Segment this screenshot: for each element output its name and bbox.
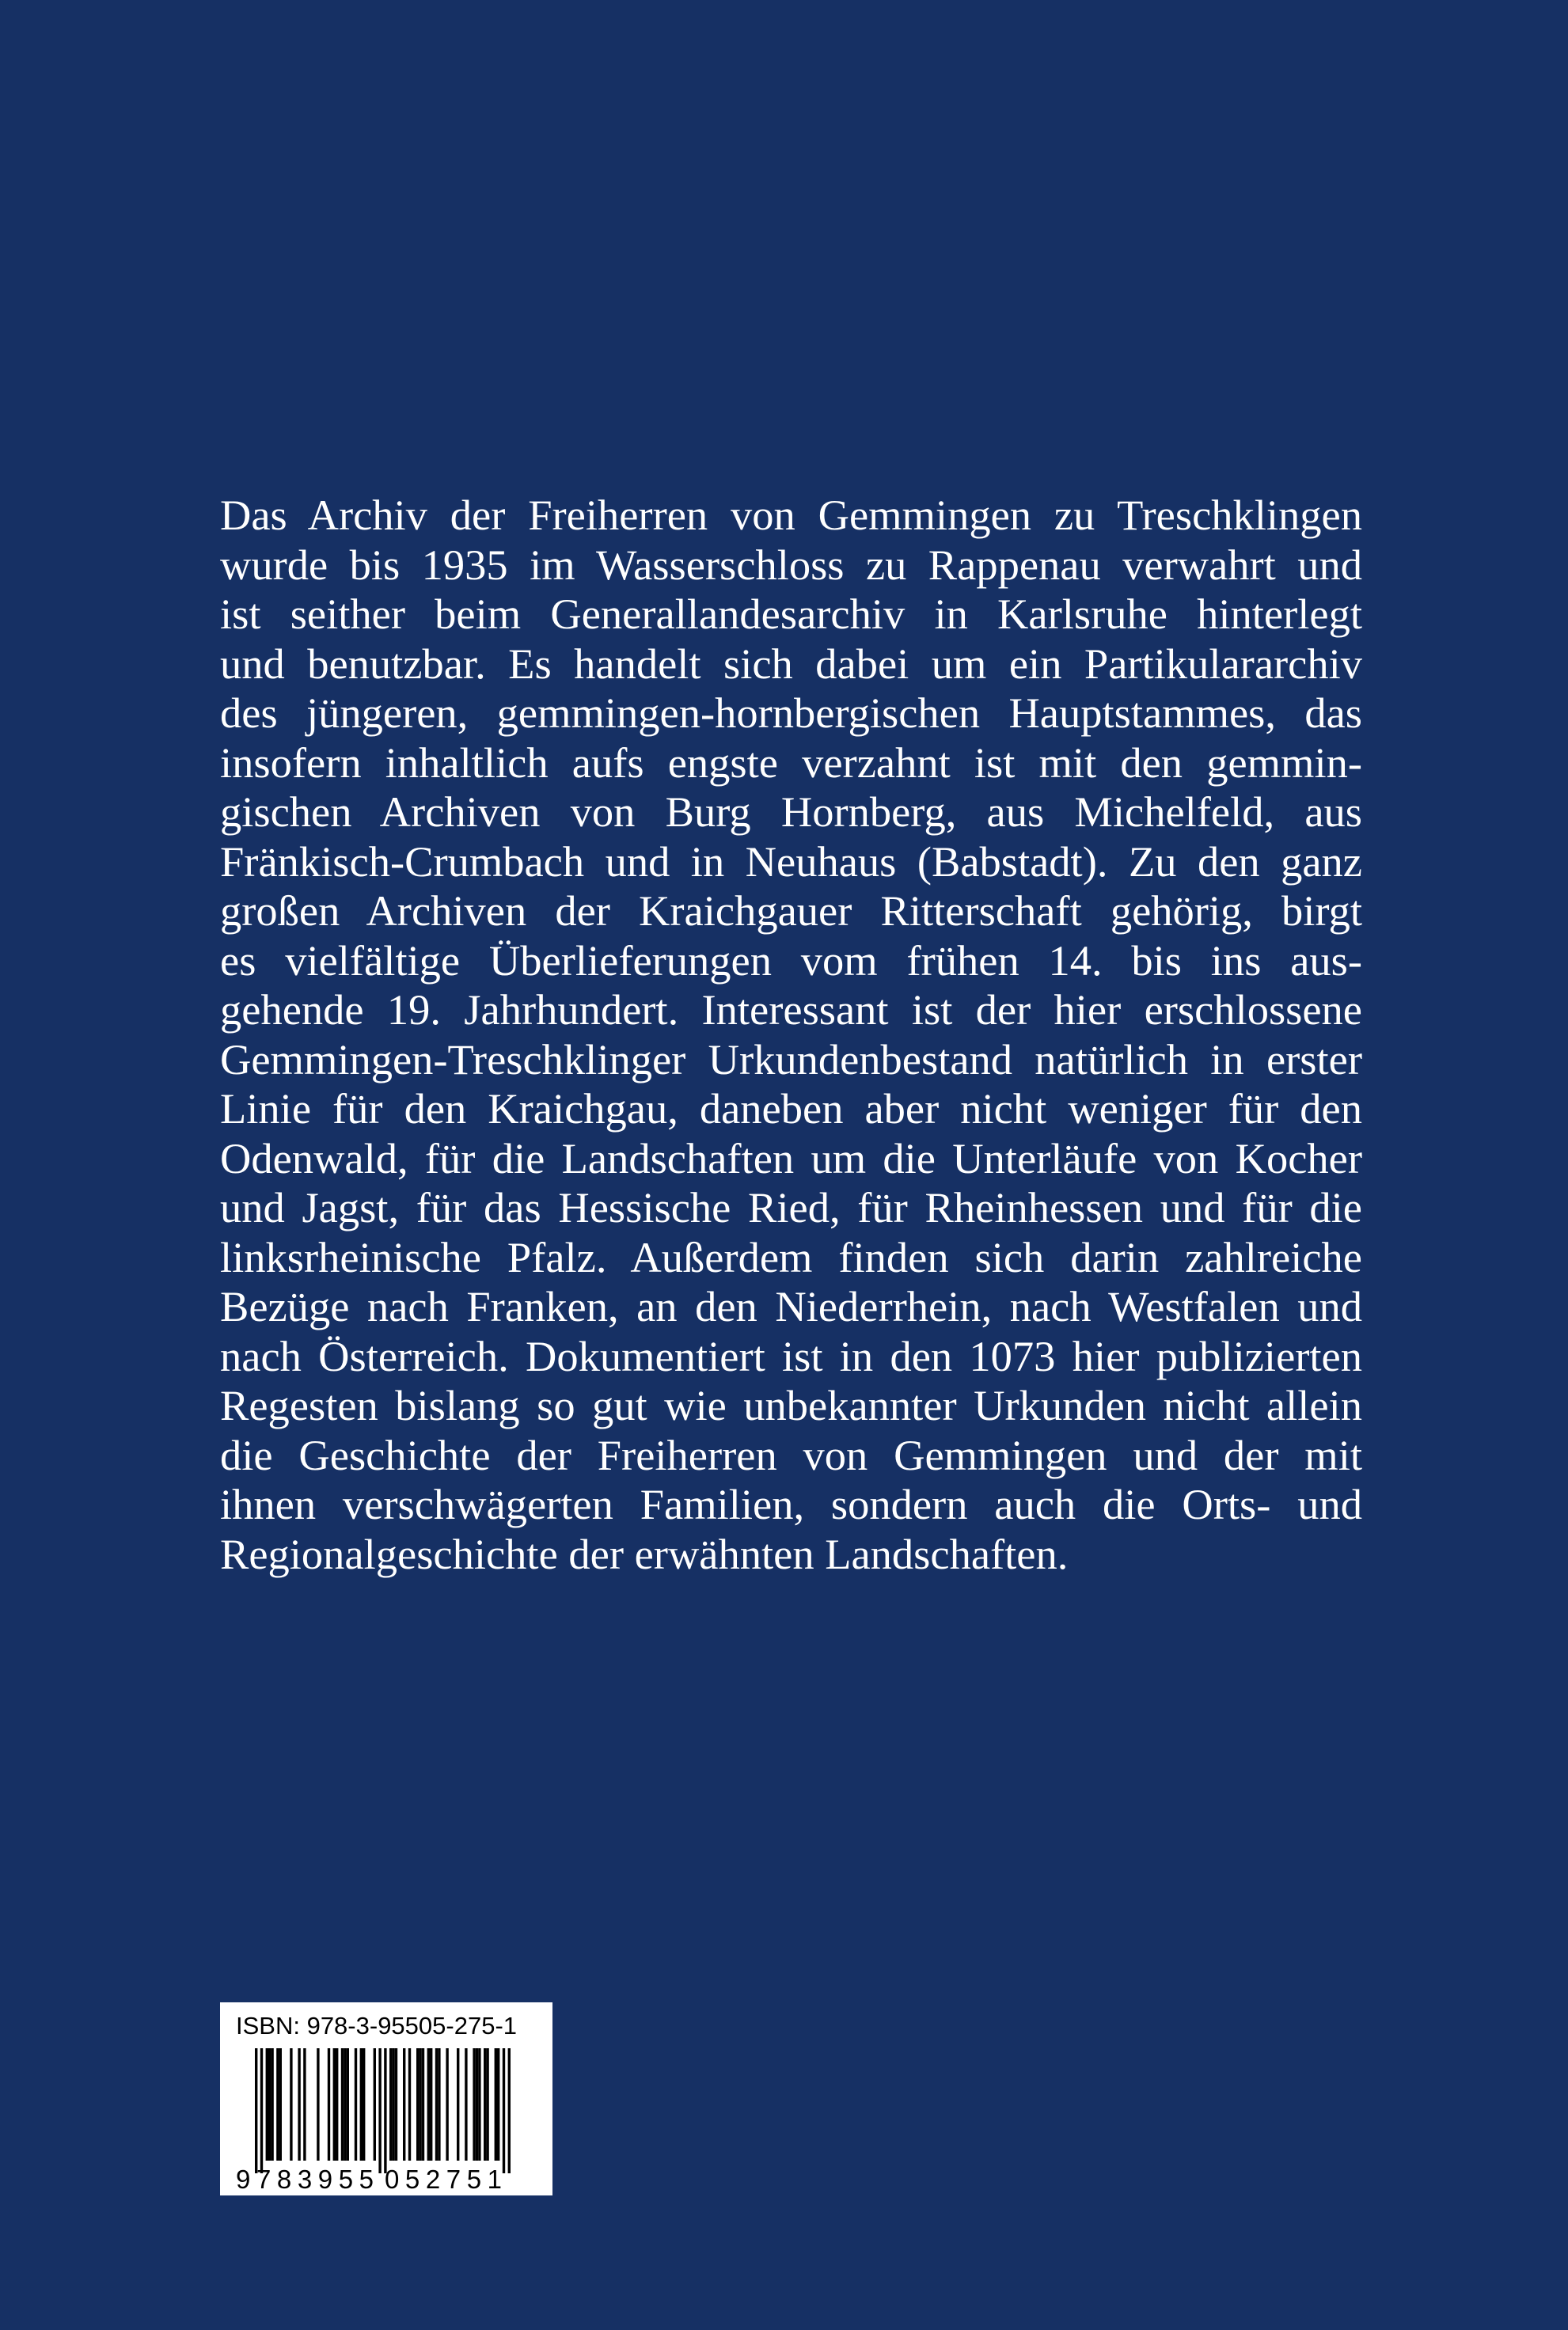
barcode-bar	[503, 2048, 505, 2173]
isbn-label: ISBN: 978-3-95505-275-1	[236, 2012, 518, 2040]
barcode-bar	[344, 2048, 346, 2161]
blurb-line: nach Österreich. Dokumentiert ist in den 1073 hier publizierten	[220, 1331, 1362, 1380]
barcode-bar	[416, 2048, 419, 2161]
blurb-line: die Geschichte der Freiherren von Gemmingen und der mit	[220, 1430, 1362, 1479]
barcode-bar	[486, 2048, 488, 2161]
barcode-bar	[378, 2048, 381, 2173]
barcode-bar	[392, 2048, 394, 2161]
barcode-bar-group	[255, 2048, 511, 2173]
blurb-line: Linie für den Kraichgau, daneben aber nicht weniger für den	[220, 1084, 1362, 1133]
blurb-line: und Jagst, für das Hessische Ried, für Rheinhessen und für die	[220, 1183, 1362, 1231]
barcode-bar	[363, 2048, 365, 2161]
barcode-bar	[266, 2048, 268, 2161]
barcode-bar	[317, 2048, 319, 2161]
barcode-bar	[355, 2048, 357, 2161]
barcode-bar	[430, 2048, 432, 2161]
barcode-bar	[476, 2048, 478, 2161]
barcode-bar	[473, 2048, 475, 2161]
blurb-line: Fränkisch-Crumbach und in Neuhaus (Babstadt). Zu den ganz	[220, 837, 1362, 886]
blurb-line: Regesten bislang so gut wie unbekannter Urkunden nicht allein	[220, 1381, 1362, 1429]
blurb-line: linksrheinische Pfalz. Außerdem finden sich darin zahlreiche	[220, 1232, 1362, 1281]
blurb-line: gischen Archiven von Burg Hornberg, aus Michelfeld, aus	[220, 787, 1362, 836]
barcode-bar	[298, 2048, 300, 2161]
barcode-bar	[478, 2048, 480, 2161]
barcode-bar	[268, 2048, 271, 2161]
blurb-line: wurde bis 1935 im Wasserschloss zu Rappenau verwahrt und	[220, 540, 1362, 589]
barcode-bar	[333, 2048, 336, 2161]
barcode-bar	[303, 2048, 306, 2161]
barcode-bar	[457, 2048, 459, 2161]
barcode-bar	[260, 2048, 263, 2173]
barcode-bar	[403, 2048, 405, 2161]
barcode-bar	[395, 2048, 397, 2161]
barcode-bar	[497, 2048, 499, 2161]
barcode-bar	[435, 2048, 438, 2161]
blurb-line: Regionalgeschichte der erwähnten Landschaften.	[220, 1529, 1069, 1578]
blurb-line: Odenwald, für die Landschaften um die Unterläufe von Kocher	[220, 1133, 1362, 1182]
blurb-line: des jüngeren, gemmingen-hornbergischen Hauptstammes, das	[220, 689, 1362, 737]
barcode-bar	[484, 2048, 486, 2161]
barcode-bar	[290, 2048, 292, 2161]
barcode-bar	[374, 2048, 376, 2161]
barcode-bar	[279, 2048, 282, 2161]
blurb-line: Bezüge nach Franken, an den Niederrhein, nach Westfalen und	[220, 1282, 1362, 1330]
barcode-bar	[271, 2048, 273, 2161]
barcode-bar	[347, 2048, 349, 2161]
barcode-bar	[446, 2048, 448, 2161]
barcode-bar	[495, 2048, 497, 2161]
ean-first-digit: 9	[236, 2165, 251, 2194]
barcode-bar	[336, 2048, 338, 2161]
barcode-bar	[341, 2048, 344, 2161]
barcode-bars	[220, 2002, 552, 2195]
ean-right-digits: 052751	[385, 2165, 502, 2194]
barcode-bar	[389, 2048, 392, 2161]
isbn-barcode	[220, 2002, 552, 2195]
barcode-bar	[328, 2048, 330, 2161]
blurb-line: es vielfältige Überlieferungen vom frühen 14. bis ins aus-	[220, 935, 1362, 985]
blurb-line: Gemmingen-Treschklinger Urkundenbestand natürlich in erster	[220, 1034, 1362, 1083]
barcode-bar	[508, 2048, 511, 2173]
ean-left-digits: 783955	[256, 2165, 374, 2194]
barcode-bar	[419, 2048, 421, 2161]
blurb-line: großen Archiven der Kraichgauer Ritterschaft gehörig, birgt	[220, 886, 1362, 935]
cover-blurb	[220, 491, 1362, 1579]
blurb-line: Das Archiv der Freiherren von Gemmingen zu Treschklingen	[220, 491, 1362, 539]
blurb-line: gehende 19. Jahrhundert. Interessant ist der hier erschlossene	[220, 985, 1362, 1034]
barcode-bar	[276, 2048, 279, 2161]
blurb-line: ist seither beim Generallandesarchiv in Karlsruhe hinterlegt	[220, 590, 1362, 638]
blurb-line: ihnen verschwägerten Familien, sondern auch die Orts- und	[220, 1480, 1362, 1528]
barcode-bar	[465, 2048, 467, 2161]
barcode-bar	[427, 2048, 430, 2161]
barcode-bar	[422, 2048, 424, 2161]
barcode-bar	[360, 2048, 363, 2161]
barcode-bar	[384, 2048, 386, 2173]
blurb-line: insofern inhaltlich aufs engste verzahnt ist mit den gemmin-	[220, 738, 1362, 787]
barcode-bar	[438, 2048, 440, 2161]
barcode-bar	[408, 2048, 411, 2161]
barcode-bar	[255, 2048, 257, 2173]
blurb-line: und benutzbar. Es handelt sich dabei um ein Partikulararchiv	[220, 639, 1362, 688]
